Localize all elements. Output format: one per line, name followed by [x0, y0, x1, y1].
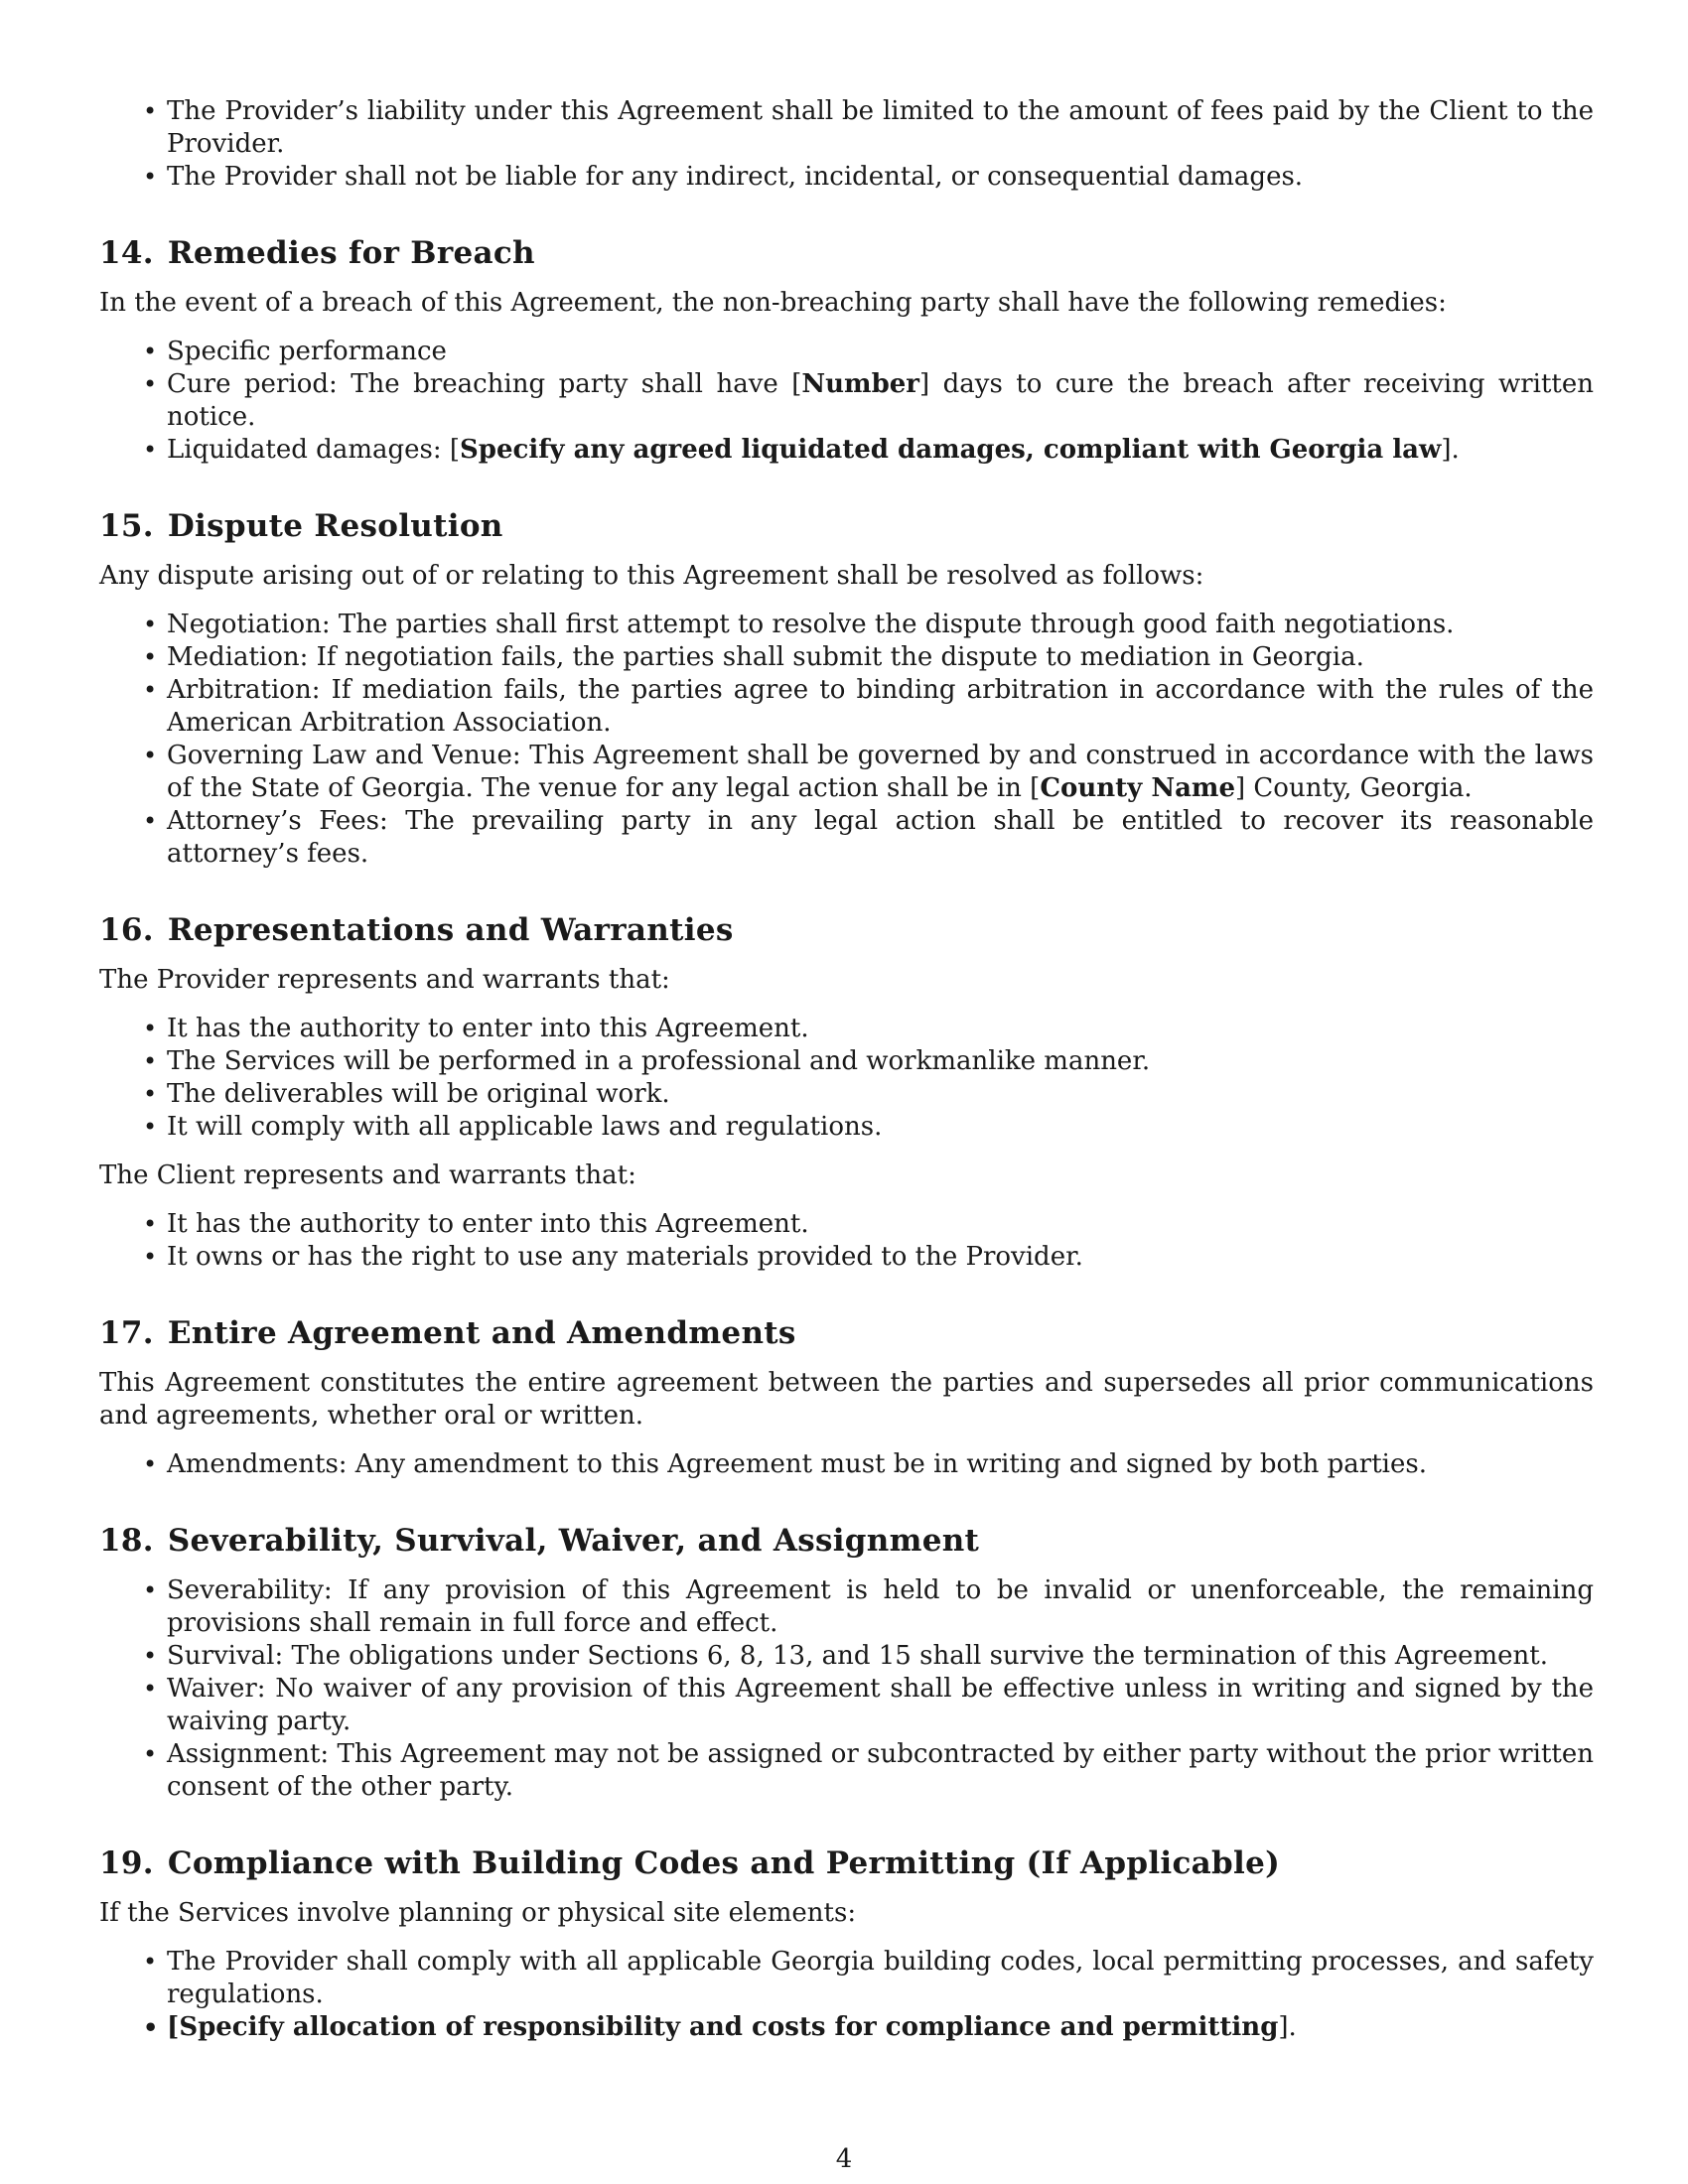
provider-warranties-intro: The Provider represents and warrants that:: [99, 965, 670, 995]
amendments-list: [99, 1448, 1594, 1481]
section-15-heading: [99, 506, 1594, 546]
provider-warranties-list: [99, 1013, 1594, 1144]
section-title: Representations and Warranties: [167, 912, 734, 948]
list-item: • The Services will be performed in a professional and workmanlike manner.: [167, 1045, 1594, 1078]
text-segment: [: [167, 2012, 180, 2042]
dispute-resolution-list: [99, 609, 1594, 871]
text-segment: ].: [1278, 2012, 1297, 2042]
list-item: • Assignment: This Agreement may not be assigned or subcontracted by either party without the prior written consent of the other party.: [167, 1738, 1594, 1804]
list-item: • Waiver: No waiver of any provision of this Agreement shall be effective unless in writing and signed by the waiving party.: [167, 1673, 1594, 1738]
section-title: Dispute Resolution: [167, 508, 503, 544]
list-item: • Attorney’s Fees: The prevailing party in any legal action shall be entitled to recover its reasonable attorney’s fees.: [167, 805, 1594, 871]
list-item: • Arbitration: If mediation fails, the parties agree to binding arbitration in accordance with the rules of the American Arbitration Association.: [167, 674, 1594, 740]
section-15-intro: Any dispute arising out of or relating to this Agreement shall be resolved as follows:: [99, 561, 1204, 591]
list-item: • Amendments: Any amendment to this Agreement must be in writing and signed by both parties.: [167, 1448, 1594, 1481]
list-item: • The Provider’s liability under this Agreement shall be limited to the amount of fees paid by the Client to the Provider.: [167, 95, 1594, 161]
compliance-list: [99, 1946, 1594, 2044]
section-number: 15.: [99, 508, 154, 544]
list-item: • The Provider shall not be liable for any indirect, incidental, or consequential damages.: [167, 161, 1594, 194]
text-segment: Liquidated damages: [: [167, 435, 461, 465]
list-item: [167, 368, 1594, 434]
severability-list: [99, 1574, 1594, 1804]
section-14-intro: In the event of a breach of this Agreement, the non-breaching party shall have the following remedies:: [99, 288, 1447, 318]
text-segment: ] County, Georgia.: [1235, 773, 1473, 803]
list-item: • Mediation: If negotiation fails, the parties shall submit the dispute to mediation in Georgia.: [167, 641, 1594, 674]
list-item: • Specific performance: [167, 336, 1594, 368]
client-warranties-intro: The Client represents and warrants that:: [99, 1160, 636, 1190]
list-item: • It owns or has the right to use any materials provided to the Provider.: [167, 1241, 1594, 1274]
section-title: Remedies for Breach: [167, 235, 535, 271]
section-number: 14.: [99, 235, 154, 271]
placeholder-field: Number: [801, 369, 919, 399]
section-18-heading: [99, 1521, 1594, 1561]
list-item: • Negotiation: The parties shall first attempt to resolve the dispute through good faith negotiations.: [167, 609, 1594, 641]
placeholder-field: Specify any agreed liquidated damages, compliant with Georgia law: [460, 435, 1442, 465]
section-17-heading: [99, 1313, 1594, 1353]
section-16-heading: [99, 910, 1594, 950]
section-14-heading: [99, 233, 1594, 273]
client-warranties-list: [99, 1208, 1594, 1274]
section-number: 16.: [99, 912, 154, 948]
list-item: • It will comply with all applicable laws and regulations.: [167, 1111, 1594, 1144]
text-segment: Governing Law and Venue: This Agreement shall be governed by and construed in accordance with the laws of the State of Georgia. The venue for any legal action shall be in [: [167, 741, 1594, 803]
text-segment: Cure period: The breaching party shall have [: [167, 369, 802, 399]
text-segment: ] days to cure the breach after receiving written notice.: [167, 369, 1594, 432]
list-item: • It has the authority to enter into this Agreement.: [167, 1013, 1594, 1045]
list-item: • The Provider shall comply with all applicable Georgia building codes, local permitting processes, and safety regulations.: [167, 1946, 1594, 2011]
section-title: Compliance with Building Codes and Permitting (If Applicable): [167, 1845, 1281, 1881]
section-number: 18.: [99, 1523, 154, 1559]
list-item: • Severability: If any provision of this Agreement is held to be invalid or unenforceable, the remaining provisions shall remain in full force and effect.: [167, 1574, 1594, 1640]
remedies-list: [99, 336, 1594, 467]
section-number: 19.: [99, 1845, 154, 1881]
section-number: 17.: [99, 1315, 154, 1351]
section-title: Entire Agreement and Amendments: [167, 1315, 796, 1351]
list-item: • It has the authority to enter into this Agreement.: [167, 1208, 1594, 1241]
section-title: Severability, Survival, Waiver, and Assignment: [167, 1523, 980, 1559]
document-page: [99, 95, 1594, 2044]
placeholder-field: Specify allocation of responsibility and costs for compliance and permitting: [179, 2012, 1279, 2042]
text-segment: ].: [1441, 435, 1460, 465]
page-number: 4: [835, 2144, 853, 2174]
liability-bullet-list: [99, 95, 1594, 194]
list-item: [167, 2011, 1594, 2044]
list-item: • The deliverables will be original work.: [167, 1078, 1594, 1111]
list-item: [167, 740, 1594, 805]
section-17-intro: This Agreement constitutes the entire agreement between the parties and supersedes all prior communications and agreements, whether oral or written.: [99, 1368, 1594, 1431]
list-item: [167, 434, 1594, 467]
placeholder-field: County Name: [1040, 773, 1235, 803]
section-19-intro: If the Services involve planning or physical site elements:: [99, 1898, 857, 1928]
section-19-heading: [99, 1843, 1594, 1883]
list-item: • Survival: The obligations under Sections 6, 8, 13, and 15 shall survive the termination of this Agreement.: [167, 1640, 1594, 1673]
